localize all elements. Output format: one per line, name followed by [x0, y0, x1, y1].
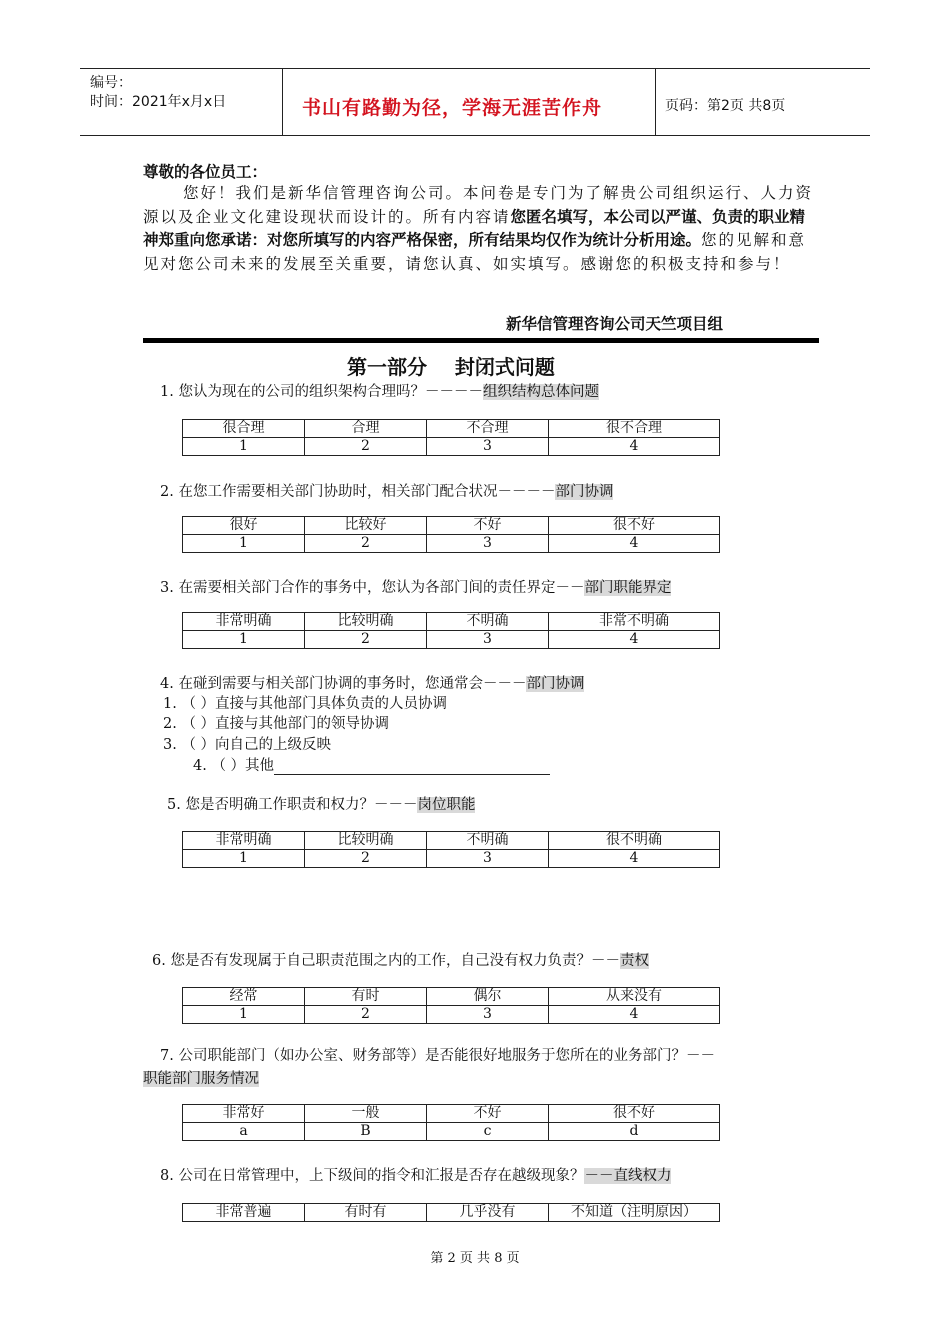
greeting: 尊敬的各位员工：: [143, 163, 268, 181]
question-3-text: 3. 在需要相关部门合作的事务中，您认为各部门间的责任界定－－: [160, 580, 585, 596]
question-4-choice-2[interactable]: 2. （ ）直接与其他部门的领导协调: [163, 716, 390, 732]
question-1: [160, 380, 599, 401]
header-bottom-line: [80, 135, 870, 136]
option-label[interactable]: 不明确: [427, 613, 549, 631]
option-label[interactable]: 非常普遍: [183, 1204, 305, 1222]
header-top-line: [80, 68, 870, 69]
header-divider-right: [655, 68, 656, 136]
question-3-options: [182, 612, 720, 649]
question-6: [152, 949, 649, 970]
intro-paragraph: [143, 182, 815, 276]
question-8-tag: －－直线权力: [584, 1168, 672, 1184]
option-code[interactable]: 1: [183, 631, 305, 649]
question-7: [160, 1046, 820, 1067]
motto: 书山有路勤为径，学海无涯苦作舟: [302, 97, 603, 119]
option-code[interactable]: 4: [549, 631, 720, 649]
option-label[interactable]: 比较明确: [305, 832, 427, 850]
question-4-tag: 部门协调: [526, 676, 585, 692]
intro-text-c: 您的见解和意见对您公司未来的发展至关重要，请您认真、如实填写。感谢您的积极支持和参与！: [143, 231, 807, 273]
question-8: [160, 1164, 671, 1185]
options-row: [183, 517, 720, 535]
question-6-tag: 责权: [619, 953, 649, 969]
option-label[interactable]: 很合理: [183, 420, 305, 438]
option-code[interactable]: 2: [305, 535, 427, 553]
other-blank-line[interactable]: [274, 760, 550, 775]
option-label[interactable]: 偶尔: [427, 988, 549, 1006]
codes-row: [183, 631, 720, 649]
option-label[interactable]: 比较明确: [305, 613, 427, 631]
question-2-tag: 部门协调: [555, 484, 614, 500]
section-title: 第一部分 封闭式问题: [347, 355, 555, 379]
codes-row: [183, 1006, 720, 1024]
header-divider-left: [282, 68, 283, 136]
option-code[interactable]: B: [305, 1123, 427, 1141]
question-3: [160, 576, 671, 597]
question-4-choice-3[interactable]: 3. （ ）向自己的上级反映: [163, 737, 332, 753]
option-label[interactable]: 有时有: [305, 1204, 427, 1222]
question-4-choice-4[interactable]: [193, 754, 550, 775]
codes-row: [183, 438, 720, 456]
section-rule: [143, 338, 819, 343]
option-label[interactable]: 很好: [183, 517, 305, 535]
options-row: [183, 832, 720, 850]
option-code[interactable]: 4: [549, 850, 720, 868]
question-4: [160, 672, 584, 693]
question-8-text: 8. 公司在日常管理中，上下级间的指令和汇报是否存在越级现象？: [160, 1168, 585, 1184]
option-code[interactable]: 3: [427, 535, 549, 553]
question-4-choice-1[interactable]: 1. （ ）直接与其他部门具体负责的人员协调: [163, 696, 448, 712]
option-code[interactable]: c: [427, 1123, 549, 1141]
option-label[interactable]: 非常好: [183, 1105, 305, 1123]
question-7-tag: 职能部门服务情况: [143, 1071, 259, 1087]
option-label[interactable]: 不明确: [427, 832, 549, 850]
question-4-choice-4-label: 4. （ ）其他: [193, 758, 275, 774]
option-label[interactable]: 不合理: [427, 420, 549, 438]
option-label[interactable]: 不好: [427, 517, 549, 535]
option-code[interactable]: 1: [183, 438, 305, 456]
option-code[interactable]: 3: [427, 850, 549, 868]
signature: 新华信管理咨询公司天竺项目组: [506, 315, 724, 333]
option-label[interactable]: 合理: [305, 420, 427, 438]
intro-text-bold: 您匿名填写，本公司以严谨、负责的职业精神郑重向您承诺：对您所填写的内容严格保密，所有结果均仅作为统计分析用途。: [143, 207, 806, 249]
option-code[interactable]: 3: [427, 631, 549, 649]
option-label[interactable]: 很不好: [549, 517, 720, 535]
question-2-options: [182, 516, 720, 553]
question-3-tag: 部门职能界定: [584, 580, 672, 596]
question-6-options: [182, 987, 720, 1024]
option-code[interactable]: 4: [549, 438, 720, 456]
option-code[interactable]: a: [183, 1123, 305, 1141]
codes-row: [183, 850, 720, 868]
option-label[interactable]: 经常: [183, 988, 305, 1006]
date-label: 时间：2021年x月x日: [90, 94, 227, 110]
option-label[interactable]: 一般: [305, 1105, 427, 1123]
question-7-text: 7. 公司职能部门（如办公室、财务部等）是否能很好地服务于您所在的业务部门？－－: [160, 1048, 715, 1064]
option-label[interactable]: 有时: [305, 988, 427, 1006]
question-8-options: [182, 1203, 720, 1222]
question-7-tag-line: [143, 1067, 259, 1088]
option-label[interactable]: 几乎没有: [427, 1204, 549, 1222]
option-code[interactable]: 1: [183, 1006, 305, 1024]
option-code[interactable]: 3: [427, 438, 549, 456]
question-5-options: [182, 831, 720, 868]
question-2: [160, 480, 613, 501]
option-label[interactable]: 不知道（注明原因）: [549, 1204, 720, 1222]
question-1-options: [182, 419, 720, 456]
question-7-options: [182, 1104, 720, 1141]
question-5-text: 5. 您是否明确工作职责和权力？－－－: [167, 797, 418, 813]
options-row: [183, 988, 720, 1006]
option-label[interactable]: 从来没有: [549, 988, 720, 1006]
option-label[interactable]: 非常明确: [183, 832, 305, 850]
option-label[interactable]: 很不明确: [549, 832, 720, 850]
option-code[interactable]: 4: [549, 535, 720, 553]
option-code[interactable]: 2: [305, 1006, 427, 1024]
page-info: 页码：第2页 共8页: [665, 98, 786, 114]
option-label[interactable]: 非常明确: [183, 613, 305, 631]
options-row: [183, 613, 720, 631]
options-row: [183, 1105, 720, 1123]
codes-row: [183, 535, 720, 553]
option-label[interactable]: 非常不明确: [549, 613, 720, 631]
option-code[interactable]: d: [549, 1123, 720, 1141]
page-footer: 第 2 页 共 8 页: [430, 1251, 520, 1266]
question-5: [167, 793, 475, 814]
options-row: [183, 1204, 720, 1222]
option-code[interactable]: 1: [183, 535, 305, 553]
question-1-tag: 组织结构总体问题: [482, 384, 599, 400]
option-label[interactable]: 比较好: [305, 517, 427, 535]
option-code[interactable]: 3: [427, 1006, 549, 1024]
option-code[interactable]: 2: [305, 850, 427, 868]
option-code[interactable]: 4: [549, 1006, 720, 1024]
option-code[interactable]: 2: [305, 631, 427, 649]
option-code[interactable]: 2: [305, 438, 427, 456]
question-4-text: 4. 在碰到需要与相关部门协调的事务时，您通常会－－－: [160, 676, 527, 692]
question-1-text: 1. 您认为现在的公司的组织架构合理吗？－－－－: [160, 384, 483, 400]
options-row: [183, 420, 720, 438]
serial-label: 编号：: [90, 75, 132, 91]
question-2-text: 2. 在您工作需要相关部门协助时，相关部门配合状况－－－－: [160, 484, 556, 500]
option-label[interactable]: 很不好: [549, 1105, 720, 1123]
question-5-tag: 岗位职能: [417, 797, 476, 813]
option-label[interactable]: 很不合理: [549, 420, 720, 438]
option-label[interactable]: 不好: [427, 1105, 549, 1123]
option-code[interactable]: 1: [183, 850, 305, 868]
question-6-text: 6. 您是否有发现属于自己职责范围之内的工作，自己没有权力负责？－－: [152, 953, 620, 969]
codes-row: [183, 1123, 720, 1141]
intro-text-a: 您好！我们是新华信管理咨询公司。本问卷是专门为了解贵公司组织运行、人力资源以及企业文化建设现状而设计的。所有内容请: [143, 184, 814, 226]
